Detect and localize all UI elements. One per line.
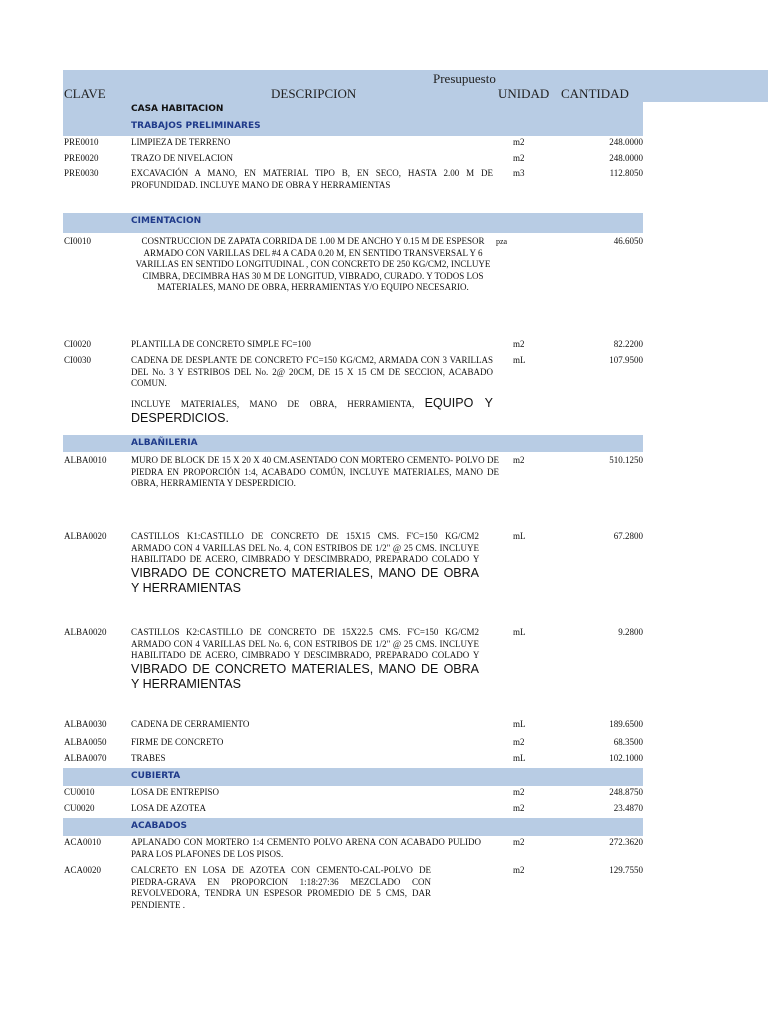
row-code: CI0020	[64, 339, 91, 349]
row-description-large: EQUIPO Y DESPERDICIOS.	[131, 395, 493, 425]
section-title: ACABADOS	[131, 821, 187, 831]
row-unit: m2	[513, 837, 525, 847]
row-description-large: VIBRADO DE CONCRETO MATERIALES, MANO DE OBRA Y HERRAMIENTAS	[131, 661, 479, 691]
row-unit: m2	[513, 803, 525, 813]
row-unit: m2	[513, 153, 525, 163]
row-description-main: CADENA DE DESPLANTE DE CONCRETO F'C=150 KG/CM2, ARMADA CON 3 VARILLAS DEL No. 3 Y ESTRIBOS DEL No. 2@ 20CM, DE 15 X 15 CM DE SECCION, ACABADO COMUN.	[131, 355, 493, 388]
row-quantity: 112.8050	[609, 168, 643, 178]
row-unit: m2	[513, 865, 525, 875]
row-unit: m2	[513, 737, 525, 747]
row-code: PRE0030	[64, 168, 99, 178]
row-description-large: VIBRADO DE CONCRETO MATERIALES, MANO DE OBRA Y HERRAMIENTAS	[131, 565, 479, 595]
row-description: CALCRETO EN LOSA DE AZOTEA CON CEMENTO-CAL-POLVO DE PIEDRA-GRAVA EN PROPORCION 1:18:27:36 MEZCLADO CON REVOLVEDORA, TENDRA UN ESPESOR PROMEDIO DE 5 CMS, DAR PENDIENTE .	[131, 865, 431, 910]
row-code: ALBA0020	[64, 627, 107, 637]
row-description-materials: INCLUYE MATERIALES, MANO DE OBRA, HERRAMIENTA,	[131, 398, 415, 409]
column-header-descripcion: DESCRIPCION	[271, 86, 357, 101]
row-description-main: CASTILLOS K1:CASTILLO DE CONCRETO DE 15X15 CMS. F'C=150 KG/CM2 ARMADO CON 4 VARILLAS DEL No. 4, CON ESTRIBOS DE 1/2" @ 25 CMS. INCLUYE HABILITADO DE ACERO, CIMBRADO Y DESCIMBRADO, PREPARADO COLADO Y	[131, 531, 479, 564]
row-unit: mL	[513, 719, 526, 729]
row-code: ALBA0030	[64, 719, 107, 729]
row-unit: m2	[513, 787, 525, 797]
row-quantity: 510.1250	[609, 455, 643, 465]
row-description: MURO DE BLOCK DE 15 X 20 X 40 CM.ASENTADO CON MORTERO CEMENTO- POLVO DE PIEDRA EN PROPORCIÓN 1:4, ACABADO COMÚN, INCLUYE MATERIALES, MANO DE OBRA, HERRAMIENTA Y DESPERDICIO.	[131, 455, 499, 488]
row-unit: m2	[513, 339, 525, 349]
row-description: COSNTRUCCION DE ZAPATA CORRIDA DE 1.00 M DE ANCHO Y 0.15 M DE ESPESOR ARMADO CON VARILLAS DEL #4 A CADA 0.20 M, EN SENTIDO TRANSVERSAL Y 6 VARILLAS EN SENTIDO LONGITUDINAL , CON CONCRETO DE 250 KG/CM2, INCLUYE CIMBRA, DECIMBRA HAS 30 M DE LONGITUD, VIBRADO, CURADO. Y TODOS LOS MATERIALES, MANO DE OBRA, HERRAMIENTAS Y/O EQUIPO NECESARIO.	[135, 236, 491, 292]
row-description: PLANTILLA DE CONCRETO SIMPLE FC=100	[131, 339, 311, 349]
row-quantity: 23.4870	[613, 803, 643, 813]
row-unit: m2	[513, 455, 525, 465]
row-description	[131, 531, 479, 596]
row-code: ACA0010	[64, 837, 102, 847]
row-quantity: 129.7550	[609, 865, 643, 875]
row-quantity: 68.3500	[613, 737, 643, 747]
budget-label: Presupuesto	[433, 71, 496, 86]
row-quantity: 248.8750	[609, 787, 643, 797]
row-code: ALBA0050	[64, 737, 107, 747]
row-quantity: 248.0000	[609, 137, 643, 147]
row-quantity: 189.6500	[609, 719, 643, 729]
row-code: PRE0010	[64, 137, 99, 147]
row-description	[131, 627, 479, 692]
row-unit: pza	[496, 237, 508, 246]
row-unit: mL	[513, 753, 526, 763]
row-description: LOSA DE AZOTEA	[131, 803, 206, 813]
row-code: ALBA0070	[64, 753, 107, 763]
row-code: ALBA0020	[64, 531, 107, 541]
section-cubierta	[63, 768, 643, 786]
row-description: EXCAVACIÓN A MANO, EN MATERIAL TIPO B, EN SECO, HASTA 2.00 M DE PROFUNDIDAD. INCLUYE MANO DE OBRA Y HERRAMIENTAS	[131, 168, 493, 190]
section-preliminares	[63, 118, 643, 136]
row-description: FIRME DE CONCRETO	[131, 737, 224, 747]
table-header	[63, 70, 768, 102]
section-title: TRABAJOS PRELIMINARES	[131, 121, 261, 131]
project-row	[63, 102, 643, 118]
row-description: TRABES	[131, 753, 166, 763]
row-unit: mL	[513, 627, 526, 637]
row-description: TRAZO DE NIVELACION	[131, 153, 233, 163]
column-header-cantidad: CANTIDAD	[561, 86, 629, 101]
section-title: CUBIERTA	[131, 771, 181, 781]
row-description-extra	[131, 396, 493, 426]
row-unit: m3	[513, 168, 525, 178]
row-unit: mL	[513, 531, 526, 541]
row-quantity: 272.3620	[609, 837, 643, 847]
section-title: ALBAÑILERIA	[131, 438, 198, 448]
section-cimentacion	[63, 213, 643, 233]
row-description-main: CASTILLOS K2:CASTILLO DE CONCRETO DE 15X22.5 CMS. F'C=150 KG/CM2 ARMADO CON 4 VARILLAS DEL No. 6, CON ESTRIBOS DE 1/2" @ 25 CMS. INCLUYE HABILITADO DE ACERO, CIMBRADO Y DESCIMBRADO, PREPARADO COLADO Y	[131, 627, 479, 660]
row-code: CI0030	[64, 355, 91, 365]
section-albanileria	[63, 435, 643, 452]
row-description: LIMPIEZA DE TERRENO	[131, 137, 231, 147]
row-description: CADENA DE CERRAMIENTO	[131, 719, 250, 729]
row-description: APLANADO CON MORTERO 1:4 CEMENTO POLVO ARENA CON ACABADO PULIDO PARA LOS PLAFONES DE LOS PISOS.	[131, 837, 481, 859]
row-quantity: 82.2200	[613, 339, 643, 349]
row-unit: m2	[513, 137, 525, 147]
project-title: CASA HABITACION	[131, 104, 224, 114]
row-description	[131, 355, 493, 426]
row-quantity: 67.2800	[613, 531, 643, 541]
row-quantity: 46.6050	[613, 236, 643, 246]
row-code: CU0020	[64, 803, 95, 813]
section-title: CIMENTACION	[131, 216, 202, 226]
row-code: CI0010	[64, 236, 91, 246]
row-unit: mL	[513, 355, 526, 365]
row-code: CU0010	[64, 787, 95, 797]
row-description: LOSA DE ENTREPISO	[131, 787, 220, 797]
row-quantity: 248.0000	[609, 153, 643, 163]
row-code: PRE0020	[64, 153, 99, 163]
row-quantity: 102.1000	[609, 753, 643, 763]
column-header-unidad: UNIDAD	[498, 86, 550, 101]
row-quantity: 9.2800	[618, 627, 643, 637]
row-code: ACA0020	[64, 865, 102, 875]
row-quantity: 107.9500	[609, 355, 643, 365]
row-code: ALBA0010	[64, 455, 107, 465]
column-header-clave: CLAVE	[64, 86, 106, 101]
section-acabados	[63, 818, 643, 836]
